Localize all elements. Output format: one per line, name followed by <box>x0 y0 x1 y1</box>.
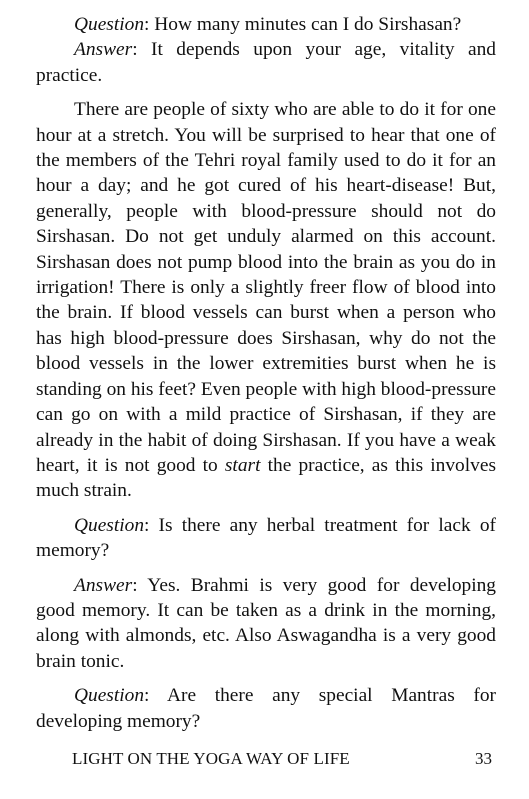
page-footer <box>72 748 496 770</box>
question-label: Question <box>74 514 145 536</box>
question-label: Question <box>74 685 145 707</box>
answer-label: Answer <box>74 39 133 61</box>
question-text: : Are there any special Mantras for developing memory? <box>36 685 496 732</box>
answer-label: Answer <box>74 574 133 596</box>
question-paragraph <box>36 513 496 564</box>
answer-text: : It depends upon your age, vitality and practice. <box>36 39 496 86</box>
body-text-continued: the practice, as this involves much strain. <box>36 454 496 502</box>
running-title: LIGHT ON THE YOGA WAY OF LIFE <box>72 749 350 768</box>
page-number: 33 <box>475 749 492 768</box>
question-label: Question <box>74 14 145 35</box>
answer-text: : Yes. Brahmi is very good for developing good memory. It can be taken as a drink in the morning, along with almonds, etc. Also Aswagandha is a very good brain tonic. <box>36 574 496 672</box>
question-text: : How many minutes can I do Sirshasan? <box>144 14 462 35</box>
question-paragraph <box>36 12 496 37</box>
body-paragraph <box>36 97 496 504</box>
answer-paragraph <box>36 573 496 675</box>
body-text: There are people of sixty who are able to do it for one hour at a stretch. You will be surprised to hear that one of the members of the Tehri royal family used to do it for an hour a day; and he got cured of his heart-disease! But, generally, people with blood-pressure should not do Sirshasan. Do not get unduly alarmed on this account. Sirshasan does not pump blood into the brain as you do in irrigation! There is only a slightly freer flow of blood into the brain. If blood vessels can burst when a person who has high blood-pressure does Sirshasan, why do not the blood vessels in the lower extremities burst when he is standing on his feet? Even people with high blood-pressure can go on with a mild practice of Sirshasan, if they are already in the habit of doing Sirshasan. If you have a weak heart, it is not good to <box>36 99 496 476</box>
question-paragraph <box>36 683 496 734</box>
question-text: : Is there any herbal treatment for lack of memory? <box>36 514 496 562</box>
page-body <box>36 12 496 743</box>
answer-paragraph <box>36 37 496 88</box>
emphasis-text: start <box>224 454 261 476</box>
